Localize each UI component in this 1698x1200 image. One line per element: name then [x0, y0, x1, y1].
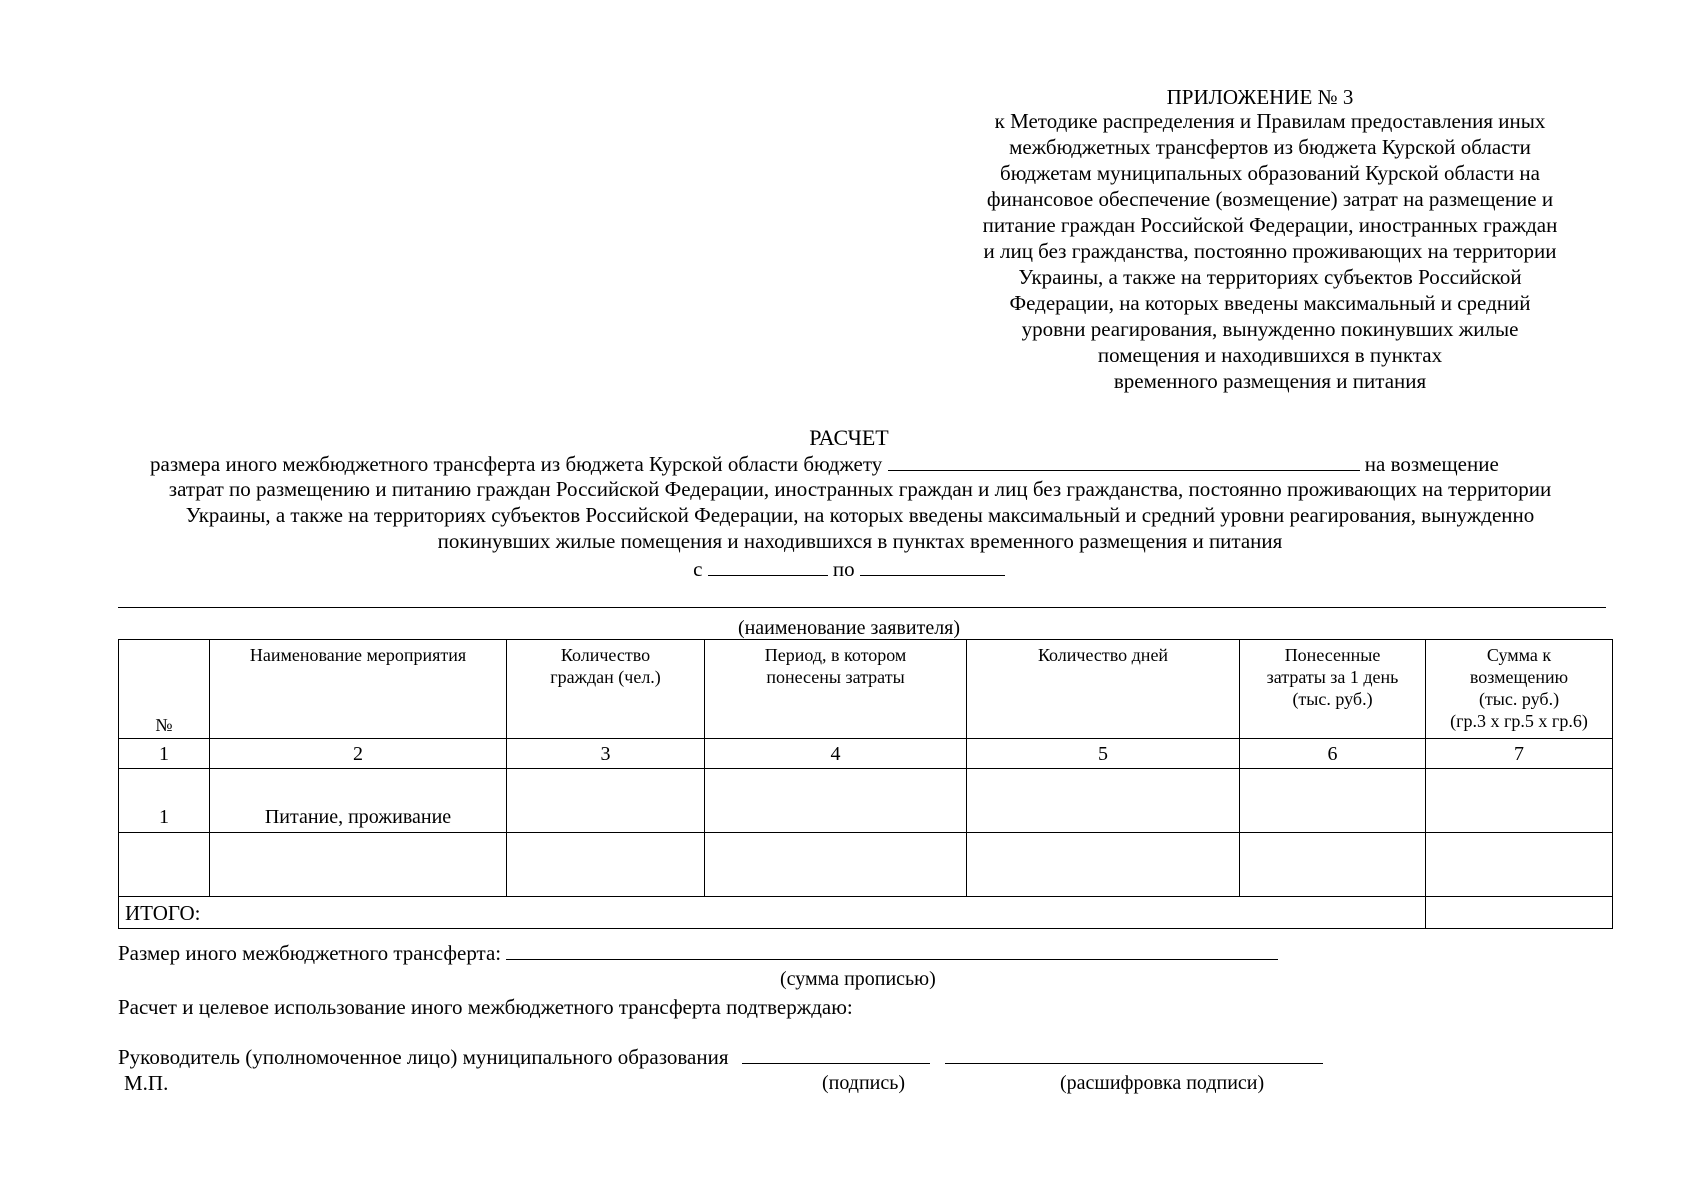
header-num: № [119, 640, 210, 739]
table-row [119, 833, 1613, 897]
header-text: (тыс. руб.) [1478, 689, 1560, 709]
header-text: граждан (чел.) [550, 667, 661, 687]
column-number: 2 [210, 739, 507, 769]
header-event: Наименование мероприятия [210, 640, 507, 739]
cell-period[interactable] [705, 769, 967, 833]
table-row [119, 769, 1613, 833]
transfer-size-line [118, 940, 1278, 966]
calculation-line: затрат по размещению и питанию граждан Российской Федерации, иностранных граждан и лиц без гражданства, постоянно проживающих на территории [168, 477, 1552, 501]
header-text: затраты за 1 день [1266, 667, 1399, 687]
header-text: Количество [560, 645, 651, 665]
cell-citizens-count[interactable] [507, 769, 705, 833]
calculation-line: покинувших жилые помещения и находившихся в пунктах временного размещения и питания [437, 529, 1283, 553]
appendix-text [960, 108, 1580, 394]
cell-days[interactable] [967, 833, 1240, 897]
signature-decode-caption: (расшифровка подписи) [1060, 1072, 1265, 1094]
header-daily-costs [1240, 640, 1426, 739]
column-number: 4 [705, 739, 967, 769]
header-text: возмещению [1469, 667, 1569, 687]
period-from-blank[interactable] [708, 557, 828, 576]
transfer-size-blank[interactable] [506, 941, 1278, 960]
appendix-line: временного размещения и питания [1113, 369, 1427, 393]
applicant-name-line[interactable] [118, 607, 1606, 608]
row-num: 1 [119, 769, 210, 833]
confirmation-text: Расчет и целевое использование иного межбюджетного трансферта подтверждаю: [118, 995, 853, 1019]
appendix-line: уровни реагирования, вынужденно покинувших жилые [1021, 317, 1519, 341]
total-row [119, 897, 1613, 929]
header-period [705, 640, 967, 739]
header-days: Количество дней [967, 640, 1240, 739]
applicant-caption: (наименование заявителя) [737, 617, 961, 639]
calculation-line-start: размера иного межбюджетного трансферта из бюджета Курской области бюджету [150, 452, 883, 476]
signature-decode-blank[interactable] [945, 1045, 1323, 1064]
cell-num[interactable] [119, 833, 210, 897]
cell-days[interactable] [967, 769, 1240, 833]
appendix-line: межбюджетных трансфертов из бюджета Курской области [1009, 135, 1531, 159]
column-number: 6 [1240, 739, 1426, 769]
column-number: 3 [507, 739, 705, 769]
header-citizens-count [507, 640, 705, 739]
appendix-line: Федерации, на которых введены максимальный и средний [1009, 291, 1531, 315]
header-text: Сумма к [1486, 645, 1552, 665]
total-label: ИТОГО: [119, 897, 1426, 929]
appendix-title: ПРИЛОЖЕНИЕ № 3 [1166, 85, 1354, 109]
cell-daily-costs[interactable] [1240, 769, 1426, 833]
signature-caption: (подпись) [822, 1072, 906, 1094]
cell-period[interactable] [705, 833, 967, 897]
cell-reimbursement-sum[interactable] [1426, 833, 1613, 897]
column-number-row [119, 739, 1613, 769]
period-to-label: по [832, 557, 855, 581]
column-number: 7 [1426, 739, 1613, 769]
header-reimbursement-sum [1426, 640, 1613, 739]
appendix-line: к Методике распределения и Правилам предоставления иных [994, 109, 1546, 133]
calculation-line-1 [150, 451, 1499, 477]
budget-recipient-blank[interactable] [888, 452, 1360, 471]
appendix-line: помещения и находившихся в пунктах [1097, 343, 1443, 367]
cell-event[interactable] [210, 833, 507, 897]
header-text: (тыс. руб.) [1292, 689, 1373, 709]
head-label: Руководитель (уполномоченное лицо) муниципального образования [118, 1045, 729, 1069]
row-event: Питание, проживание [210, 769, 507, 833]
cell-daily-costs[interactable] [1240, 833, 1426, 897]
stamp-place-label: М.П. [124, 1071, 169, 1095]
period-line [0, 556, 1698, 582]
header-text: Понесенные [1284, 645, 1381, 665]
sum-in-words-caption: (сумма прописью) [780, 968, 936, 990]
total-sum-cell[interactable] [1426, 897, 1613, 929]
calculation-title: РАСЧЕТ [809, 425, 889, 450]
table-header-row [119, 640, 1613, 739]
calculation-body [120, 476, 1600, 554]
signature-blank[interactable] [742, 1045, 930, 1064]
column-number: 5 [967, 739, 1240, 769]
header-text: (гр.3 х гр.5 х гр.6) [1450, 711, 1588, 731]
period-to-blank[interactable] [860, 557, 1005, 576]
header-text: понесены затраты [766, 667, 905, 687]
appendix-line: питание граждан Российской Федерации, иностранных граждан [982, 213, 1558, 237]
appendix-line: бюджетам муниципальных образований Курской области на [1000, 161, 1540, 185]
appendix-line: финансовое обеспечение (возмещение) затрат на размещение и [986, 187, 1554, 211]
column-number: 1 [119, 739, 210, 769]
appendix-line: и лиц без гражданства, постоянно проживающих на территории [983, 239, 1557, 263]
header-text: Период, в котором [764, 645, 907, 665]
calculation-table [118, 639, 1613, 929]
cell-reimbursement-sum[interactable] [1426, 769, 1613, 833]
calculation-line: Украины, а также на территориях субъектов Российской Федерации, на которых введены максимальный и средний уровни реагирования, вынужденно [185, 503, 1535, 527]
appendix-line: Украины, а также на территориях субъектов Российской [1018, 265, 1522, 289]
calculation-line-end: на возмещение [1364, 452, 1499, 476]
transfer-size-label: Размер иного межбюджетного трансферта: [118, 941, 502, 965]
head-signature-line [118, 1044, 1323, 1070]
cell-citizens-count[interactable] [507, 833, 705, 897]
period-from-label: с [693, 557, 703, 581]
